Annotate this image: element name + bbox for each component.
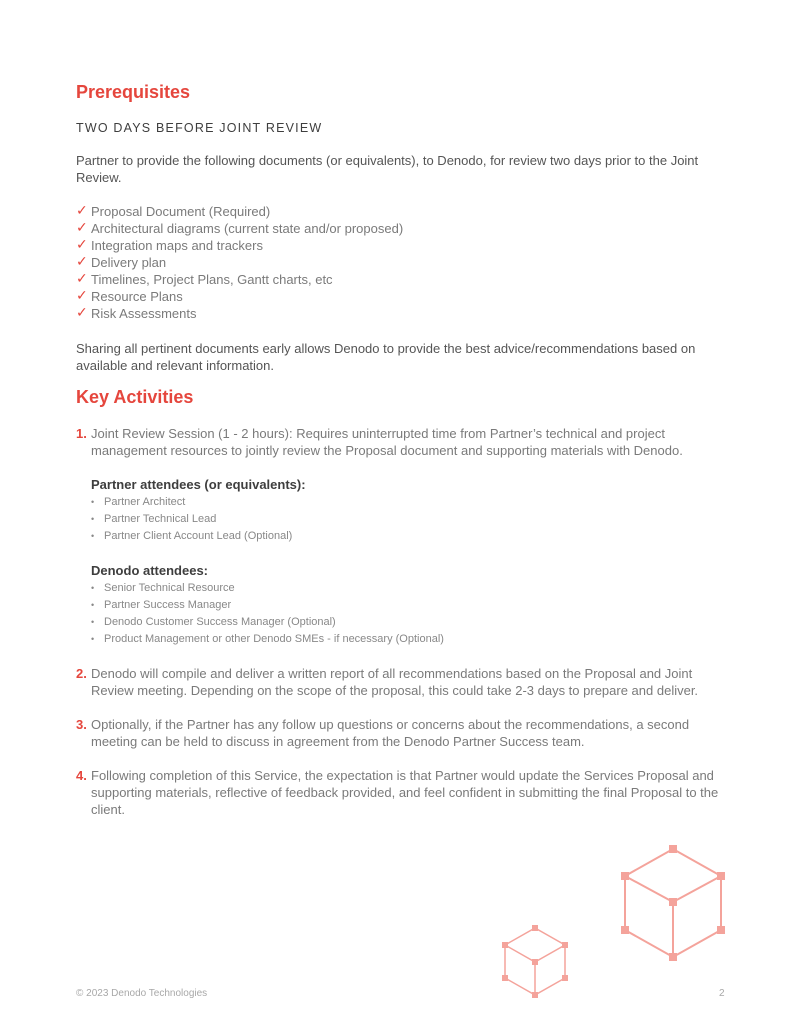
list-item: • Product Management or other Denodo SMEs - if necessary (Optional) [91, 631, 736, 648]
activity-step-3 [76, 716, 736, 750]
check-icon: ✓ [76, 203, 88, 219]
activity-step-4 [76, 767, 736, 818]
document-checklist [76, 203, 403, 322]
bullet-dot-icon: • [91, 634, 95, 644]
check-icon: ✓ [76, 305, 88, 321]
step-number: 1. [76, 426, 87, 441]
list-item: • Denodo Customer Success Manager (Optional) [91, 614, 736, 631]
bullet-dot-icon: • [91, 617, 95, 627]
check-icon: ✓ [76, 254, 88, 270]
activity-step-2 [76, 665, 736, 699]
step-text: Following completion of this Service, the expectation is that Partner would update the Services Proposal and supporting materials, reflective of feedback provided, and feel confident in submitting the final Proposal to the client. [91, 768, 719, 817]
checklist-item: ✓ Timelines, Project Plans, Gantt charts, etc [76, 271, 333, 287]
key-activities-heading: Key Activities [76, 387, 194, 407]
large-cube-nodes [621, 845, 725, 961]
step-number: 3. [76, 717, 87, 732]
checklist-item: ✓ Delivery plan [76, 254, 167, 270]
sharing-paragraph: Sharing all pertinent documents early allows Denodo to provide the best advice/recommendations based on available and relevant information. [76, 341, 696, 373]
bullet-dot-icon: • [91, 497, 95, 507]
checklist-item: ✓ Architectural diagrams (current state and/or proposed) [76, 220, 404, 236]
step-text: Denodo will compile and deliver a written report of all recommendations based on the Proposal and Joint Review meeting. Depending on the scope of the proposal, this could take 2-3 days to prepare and deliver. [91, 666, 699, 698]
activity-step-1 [76, 425, 736, 648]
list-item: • Partner Client Account Lead (Optional) [91, 528, 736, 545]
partner-attendees-title: Partner attendees (or equivalents): [91, 477, 306, 492]
check-icon: ✓ [76, 271, 88, 287]
checklist-item: ✓ Proposal Document (Required) [76, 203, 271, 219]
bullet-dot-icon: • [91, 583, 95, 593]
partner-attendees-list [91, 494, 736, 545]
footer-page-number: 2 [719, 988, 725, 999]
checklist-item: ✓ Resource Plans [76, 288, 183, 304]
footer-copyright: © 2023 Denodo Technologies [76, 988, 208, 999]
step-number: 2. [76, 666, 87, 681]
prerequisites-heading: Prerequisites [76, 82, 191, 102]
small-cube-icon [505, 928, 565, 995]
list-item: • Partner Technical Lead [91, 511, 736, 528]
activity-steps [76, 425, 736, 818]
step-number: 4. [76, 768, 87, 783]
list-item: • Partner Success Manager [91, 597, 736, 614]
checklist-item: ✓ Risk Assessments [76, 305, 197, 321]
list-item: • Senior Technical Resource [91, 580, 736, 597]
denodo-attendees-title: Denodo attendees: [91, 563, 209, 578]
prerequisites-subheading: TWO DAYS BEFORE JOINT REVIEW [76, 121, 323, 135]
bullet-dot-icon: • [91, 531, 95, 541]
bullet-dot-icon: • [91, 600, 95, 610]
small-cube-nodes [502, 925, 568, 998]
denodo-attendees-list [91, 580, 736, 648]
checklist-item: ✓ Integration maps and trackers [76, 237, 263, 253]
bullet-dot-icon: • [91, 514, 95, 524]
check-icon: ✓ [76, 237, 88, 253]
check-icon: ✓ [76, 220, 88, 236]
step-text: Joint Review Session (1 - 2 hours): Requires uninterrupted time from Partner’s technical and project management resources to jointly review the Proposal document and supporting materials with Denodo. [91, 426, 683, 458]
prerequisites-intro: Partner to provide the following documents (or equivalents), to Denodo, for review two days prior to the Joint Review. [76, 153, 699, 185]
list-item: • Partner Architect [91, 494, 736, 511]
large-cube-icon [625, 849, 721, 957]
step-text: Optionally, if the Partner has any follow up questions or concerns about the recommendations, a second meeting can be held to discuss in agreement from the Denodo Partner Success team. [91, 717, 690, 749]
check-icon: ✓ [76, 288, 88, 304]
